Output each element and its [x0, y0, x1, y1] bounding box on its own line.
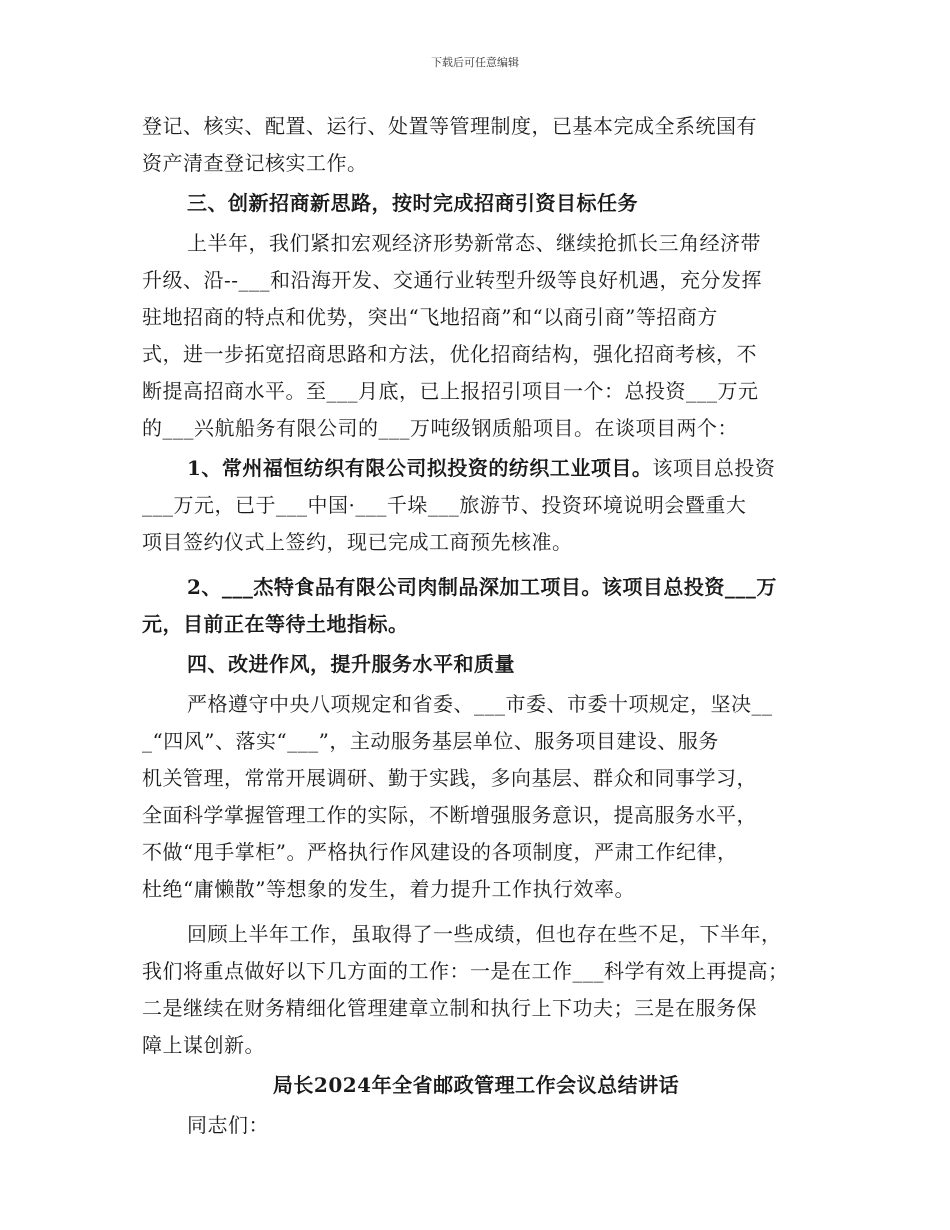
text-line: _“四风”、落实“___”，主动服务基层单位、服务项目建设、服务: [142, 729, 719, 753]
text-line: 二是继续在财务精细化管理建章立制和执行上下功夫；三是在服务保: [142, 996, 757, 1020]
text-line: 严格遵守中央八项规定和省委、___市委、市委十项规定，坚决__: [187, 692, 773, 716]
section-heading-3: 三、创新招商新思路，按时完成招商引资目标任务: [187, 191, 638, 215]
text-line: 障上谋创新。: [142, 1033, 265, 1057]
item-title: 1、常州福恒纺织有限公司拟投资的纺织工业项目。: [187, 456, 653, 480]
list-item-1: [142, 450, 810, 487]
item-text: 该项目总投资: [652, 456, 776, 480]
text-line: 全面科学掌握管理工作的实际，不断增强服务意识，提高服务水平，: [142, 803, 757, 827]
text-line: 上半年，我们紧扣宏观经济形势新常态、继续抢抓长三角经济带: [187, 231, 761, 255]
text-line: 回顾上半年工作，虽取得了一些成绩，但也存在些不足，下半年，: [187, 922, 782, 946]
text-line: 资产清查登记核实工作。: [142, 151, 368, 175]
header-note: 下载后可任意编辑: [431, 56, 519, 69]
document-body: [142, 108, 810, 1144]
text-line: 式，进一步拓宽招商思路和方法，优化招商结构，强化招商考核，不: [142, 342, 757, 366]
text-line: 升级、沿--___和沿海开发、交通行业转型升级等良好机遇，充分发挥: [142, 268, 763, 292]
section-heading-4: 四、改进作风，提升服务水平和质量: [187, 652, 515, 676]
speech-title: 局长2024年全省邮政管理工作会议总结讲话: [272, 1073, 680, 1097]
text-line: 杜绝“庸懒散”等想象的发生，着力提升工作执行效率。: [142, 877, 635, 901]
text-line: 的___兴航船务有限公司的___万吨级钢质船项目。在谈项目两个：: [142, 416, 738, 440]
text-line: 登记、核实、配置、运行、处置等管理制度，已基本完成全系统国有: [142, 114, 757, 138]
text-line: ___万元，已于___中国·___千垛___旅游节、投资环境说明会暨重大: [142, 493, 747, 517]
greeting: 同志们：: [187, 1113, 269, 1137]
text-line: 项目签约仪式上签约，现已完成工商预先核准。: [142, 530, 573, 554]
text-line: 元，目前正在等待土地指标。: [142, 612, 409, 636]
text-line: 机关管理，常常开展调研、勤于实践，多向基层、群众和同事学习，: [142, 766, 757, 790]
text-line: 我们将重点做好以下几方面的工作：一是在工作___科学有效上再提高；: [142, 959, 789, 983]
list-item-2: 2、___杰特食品有限公司肉制品深加工项目。该项目总投资___万: [187, 575, 777, 599]
text-line: 不做“甩手掌柜”。严格执行作风建设的各项制度，严肃工作纪律，: [142, 840, 738, 864]
text-line: 驻地招商的特点和优势，突出“飞地招商”和“以商引商”等招商方: [142, 305, 718, 329]
text-line: 断提高招商水平。至___月底，已上报招引项目一个：总投资___万元: [142, 379, 759, 403]
